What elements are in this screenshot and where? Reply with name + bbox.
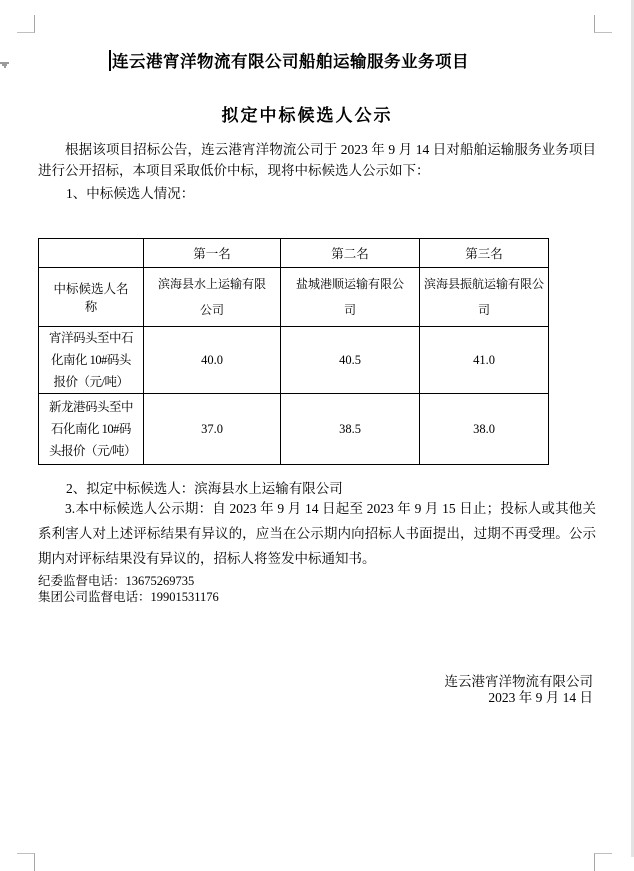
table-row-price-xiaoyang xyxy=(39,327,549,394)
document-title xyxy=(0,48,578,72)
header-cell-third: 第三名 xyxy=(420,239,549,268)
document-title-text: 连云港宵洋物流有限公司船舶运输服务业务项目 xyxy=(112,52,469,71)
header-cell-second: 第二名 xyxy=(281,239,420,268)
table-header-row xyxy=(39,239,549,268)
signature-company: 连云港宵洋物流有限公司 xyxy=(444,674,593,689)
list-item-1: 1、中标候选人情况： xyxy=(66,186,195,201)
row-label-candidate-name: 中标候选人名称 xyxy=(39,268,144,327)
supervision-phones xyxy=(38,574,219,605)
bid-candidates-table xyxy=(38,238,549,465)
row-label-route-2: 新龙港码头至中石化南化 10#码头报价（元/吨） xyxy=(39,394,144,465)
header-cell-first: 第一名 xyxy=(144,239,281,268)
intro-paragraph: 根据该项目招标公告，连云港宵洋物流公司于 2023 年 9 月 14 日对船舶运输服务业务项目进行公开招标，本项目采取低价中标，现将中标候选人公示如下： xyxy=(38,142,596,178)
price-route1-candidate1: 40.0 xyxy=(144,327,281,394)
candidate-2-name: 盐城港顺运输有限公司 xyxy=(281,268,420,327)
signature-date: 2023 年 9 月 14 日 xyxy=(488,690,593,705)
group-phone-line: 集团公司监督电话：19901531176 xyxy=(38,589,219,604)
margin-crop-mark-top-right xyxy=(594,15,612,33)
list-item-3-paragraph: 3.本中标候选人公示期：自 2023 年 9 月 14 日起至 2023 年 9 月 15 日止；投标人或其他关系利害人对上述评标结果有异议的，应当在公示期内向招标人书面提出，过期不再受理。公示期内对评标结果没有异议的，招标人将签发中标通知书。 xyxy=(38,501,596,566)
discipline-phone-line: 纪委监督电话：13675269735 xyxy=(38,574,195,588)
text-cursor xyxy=(109,50,111,71)
margin-crop-mark-top-left xyxy=(17,15,35,33)
price-route1-candidate3: 41.0 xyxy=(420,327,549,394)
table-row-price-xinlonggang xyxy=(39,394,549,465)
candidate-3-name: 滨海县振航运输有限公司 xyxy=(420,268,549,327)
table-row-candidate-names xyxy=(39,268,549,327)
candidate-1-name: 滨海县水上运输有限公司 xyxy=(144,268,281,327)
row-label-route-1: 宵洋码头至中石化南化 10#码头报价（元/吨） xyxy=(39,327,144,394)
document-subtitle: 拟定中标候选人公示 xyxy=(221,106,393,125)
price-route2-candidate2: 38.5 xyxy=(281,394,420,465)
price-route1-candidate2: 40.5 xyxy=(281,327,420,394)
list-item-2: 2、拟定中标候选人：滨海县水上运输有限公司 xyxy=(66,481,343,496)
header-cell-empty xyxy=(39,239,144,268)
signature-block xyxy=(445,674,594,706)
price-route2-candidate3: 38.0 xyxy=(420,394,549,465)
price-route2-candidate1: 37.0 xyxy=(144,394,281,465)
margin-crop-mark-bottom-right xyxy=(594,853,612,871)
margin-crop-mark-bottom-left xyxy=(17,853,35,871)
